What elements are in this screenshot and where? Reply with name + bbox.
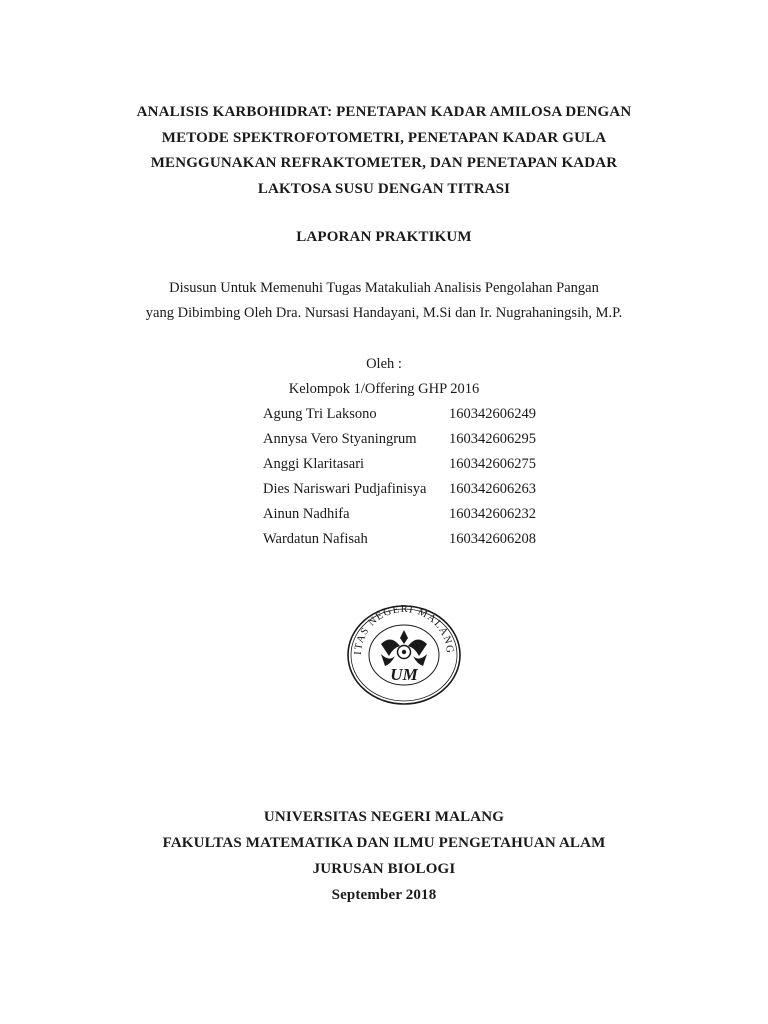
member-nim: 160342606263 (449, 481, 536, 497)
university-seal-icon (345, 604, 463, 706)
svg-text:UM: UM (390, 665, 418, 684)
member-nim: 160342606249 (449, 406, 536, 422)
department-name: JURUSAN BIOLOGI (312, 861, 456, 877)
report-type: LAPORAN PRAKTIKUM (296, 229, 472, 245)
member-nim: 160342606208 (449, 531, 536, 547)
institution-block (0, 804, 768, 908)
member-name: Annysa Vero Styaningrum (263, 431, 417, 447)
faculty-name: FAKULTAS MATEMATIKA DAN ILMU PENGETAHUAN ALAM (162, 835, 606, 851)
title-line: MENGGUNAKAN REFRAKTOMETER, DAN PENETAPAN KADAR (150, 155, 618, 171)
member-name: Agung Tri Laksono (263, 406, 377, 422)
member-nim: 160342606275 (449, 456, 536, 472)
author-heading (0, 352, 768, 402)
university-name: UNIVERSITAS NEGERI MALANG (263, 809, 505, 825)
title-line: METODE SPEKTROFOTOMETRI, PENETAPAN KADAR GULA (161, 129, 607, 146)
member-nim: 160342606295 (449, 431, 536, 447)
member-name: Wardatun Nafisah (263, 531, 368, 547)
title-line: ANALISIS KARBOHIDRAT: PENETAPAN KADAR AMILOSA DENGAN (136, 104, 632, 120)
title-line: LAKTOSA SUSU DENGAN TITRASI (257, 180, 511, 197)
member-name: Ainun Nadhifa (263, 506, 350, 522)
member-list (263, 402, 569, 552)
member-name: Anggi Klaritasari (263, 456, 365, 472)
purpose-line: yang Dibimbing Oleh Dra. Nursasi Handayani, M.Si dan Ir. Nugrahaningsih, M.P. (145, 305, 623, 321)
svg-text:UNIVERSITAS NEGERI MALANG: ITAS NEGERI MALANG (352, 604, 456, 656)
member-row (263, 477, 569, 502)
member-nim: 160342606232 (449, 506, 536, 522)
by-label: Oleh : (366, 356, 402, 372)
report-title (0, 100, 768, 202)
report-date: September 2018 (331, 887, 437, 903)
member-row (263, 402, 569, 427)
member-row (263, 427, 569, 452)
purpose-statement (0, 276, 768, 326)
purpose-line: Disusun Untuk Memenuhi Tugas Matakuliah Analisis Pengolahan Pangan (169, 280, 599, 296)
member-row (263, 502, 569, 527)
member-name: Dies Nariswari Pudjafinisya (263, 481, 427, 497)
member-row (263, 527, 569, 552)
group-label: Kelompok 1/Offering GHP 2016 (288, 381, 480, 397)
member-row (263, 452, 569, 477)
